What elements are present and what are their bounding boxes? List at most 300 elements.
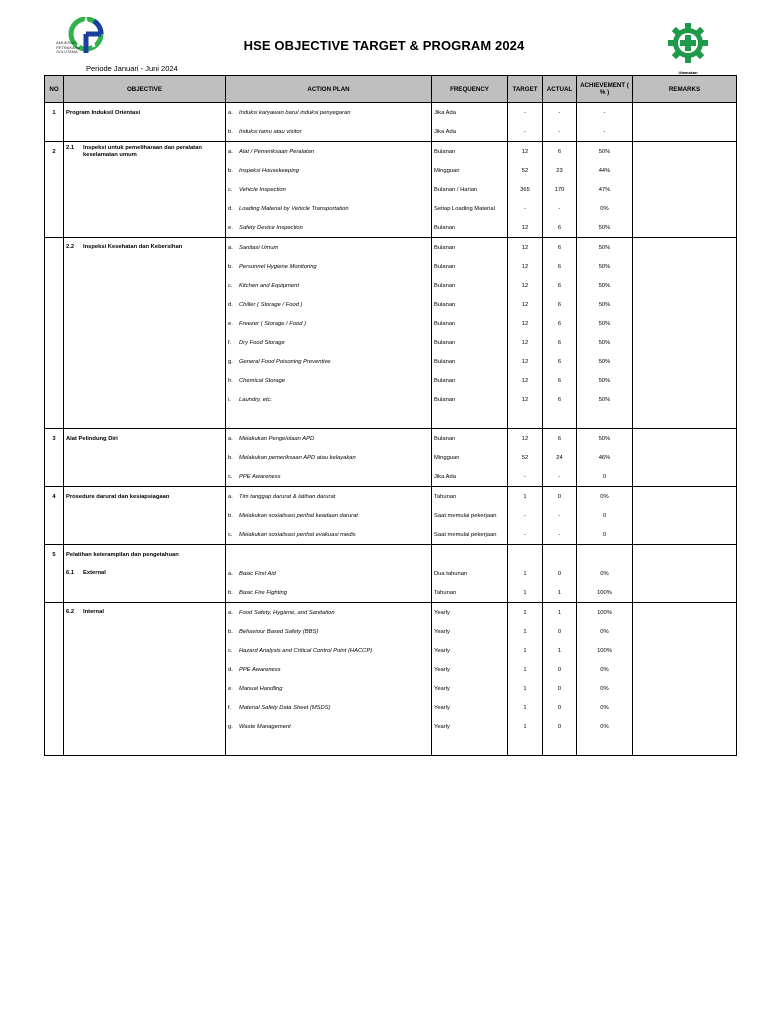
cell-actual: 0 xyxy=(543,564,577,583)
table-row xyxy=(45,218,737,238)
cell-objective xyxy=(64,545,226,565)
objective-text: Internal xyxy=(83,609,104,616)
objective-text: Program Induksi/ Orientasi xyxy=(66,109,141,116)
period-label: Periode Januari - Juni 2024 xyxy=(86,64,178,73)
cell-frequency: Bulanan xyxy=(432,333,508,352)
action-letter: e. xyxy=(228,320,233,327)
action-text: Safety Device Inspection xyxy=(239,224,303,231)
cell-frequency: Yearly xyxy=(432,717,508,736)
cell-objective xyxy=(64,276,226,295)
cell-target: 1 xyxy=(508,679,543,698)
cell-achievement: 100% xyxy=(577,641,633,660)
cell-achievement: 47% xyxy=(577,180,633,199)
cell-remarks xyxy=(633,352,737,371)
cell-achievement: 100% xyxy=(577,583,633,603)
cell-achievement: 0% xyxy=(577,622,633,641)
cell-target: 52 xyxy=(508,161,543,180)
table-row xyxy=(45,314,737,333)
cell-action-plan xyxy=(226,161,432,180)
cell-remarks xyxy=(633,487,737,507)
cell-target: 1 xyxy=(508,487,543,507)
cell-objective xyxy=(64,487,226,507)
table-row xyxy=(45,736,737,756)
table-row xyxy=(45,679,737,698)
logo-line-3: SOLUTAMA xyxy=(56,49,78,54)
table-row xyxy=(45,429,737,449)
cell-actual: 6 xyxy=(543,218,577,238)
cell-actual: 6 xyxy=(543,429,577,449)
cell-target xyxy=(508,409,543,429)
cell-no xyxy=(45,218,64,238)
cell-actual: 0 xyxy=(543,622,577,641)
cell-actual: 6 xyxy=(543,314,577,333)
cell-achievement: 0% xyxy=(577,564,633,583)
cell-action-plan xyxy=(226,122,432,142)
k3-gear-cross-icon xyxy=(667,22,709,64)
cell-no xyxy=(45,276,64,295)
cell-objective xyxy=(64,583,226,603)
action-text: Alat / Pemeriksaan Peralatan xyxy=(239,148,315,155)
cell-frequency: Yearly xyxy=(432,603,508,623)
cell-actual: 0 xyxy=(543,698,577,717)
table-row xyxy=(45,487,737,507)
cell-frequency: Yearly xyxy=(432,679,508,698)
cell-no xyxy=(45,333,64,352)
cell-no xyxy=(45,698,64,717)
action-letter: d. xyxy=(228,301,233,308)
cell-objective xyxy=(64,238,226,258)
action-text: Melakukan sosialisasi perihal keadaan darurat xyxy=(239,512,358,519)
cell-target: 12 xyxy=(508,314,543,333)
table-row xyxy=(45,122,737,142)
cell-objective xyxy=(64,333,226,352)
cell-achievement: 50% xyxy=(577,218,633,238)
cell-actual xyxy=(543,736,577,756)
table-row xyxy=(45,295,737,314)
action-letter: d. xyxy=(228,205,233,212)
hse-program-table xyxy=(44,75,737,756)
logo-line-1: AMUERAH xyxy=(56,40,77,45)
action-letter: b. xyxy=(228,512,233,519)
cell-frequency: Bulanan xyxy=(432,371,508,390)
cell-no xyxy=(45,622,64,641)
action-letter: a. xyxy=(228,148,233,155)
action-text: Tim tanggap darurat & latihan darurat xyxy=(239,493,336,500)
cell-no xyxy=(45,641,64,660)
action-letter: c. xyxy=(228,186,233,193)
cell-remarks xyxy=(633,314,737,333)
cell-target: 1 xyxy=(508,603,543,623)
cell-achievement: 50% xyxy=(577,238,633,258)
cell-action-plan xyxy=(226,717,432,736)
cell-frequency: Bulanan xyxy=(432,142,508,162)
column-header-target: TARGET xyxy=(508,76,543,103)
table-row xyxy=(45,525,737,545)
cell-action-plan xyxy=(226,467,432,487)
cell-remarks xyxy=(633,641,737,660)
k3-logo xyxy=(648,22,728,77)
cell-objective xyxy=(64,717,226,736)
cell-no xyxy=(45,448,64,467)
cell-target: 365 xyxy=(508,180,543,199)
cell-remarks xyxy=(633,525,737,545)
cell-remarks xyxy=(633,698,737,717)
action-letter: b. xyxy=(228,454,233,461)
cell-action-plan xyxy=(226,371,432,390)
cell-remarks xyxy=(633,448,737,467)
objective-text: Alat Pelindung Diri xyxy=(66,435,118,442)
action-letter: h. xyxy=(228,377,233,384)
cell-frequency: Tahunan xyxy=(432,583,508,603)
cell-actual: 1 xyxy=(543,583,577,603)
cell-action-plan xyxy=(226,314,432,333)
action-letter: c. xyxy=(228,473,233,480)
action-text: Sanitasi Umum xyxy=(239,244,279,251)
cell-actual: 170 xyxy=(543,180,577,199)
cell-achievement: 44% xyxy=(577,161,633,180)
cell-target: 1 xyxy=(508,698,543,717)
cell-achievement: 0% xyxy=(577,717,633,736)
cell-achievement: 0% xyxy=(577,679,633,698)
cell-remarks xyxy=(633,390,737,409)
cell-action-plan xyxy=(226,564,432,583)
cell-no xyxy=(45,506,64,525)
column-header-no: NO xyxy=(45,76,64,103)
document-title: HSE OBJECTIVE TARGET & PROGRAM 2024 xyxy=(243,38,525,53)
cell-action-plan xyxy=(226,603,432,623)
cell-action-plan xyxy=(226,409,432,429)
cell-achievement: 0% xyxy=(577,199,633,218)
table-row xyxy=(45,180,737,199)
cell-frequency xyxy=(432,409,508,429)
cell-no xyxy=(45,180,64,199)
cell-actual: 0 xyxy=(543,487,577,507)
cell-remarks xyxy=(633,218,737,238)
cell-achievement xyxy=(577,409,633,429)
action-letter: f. xyxy=(228,339,232,346)
cell-objective xyxy=(64,199,226,218)
cell-action-plan xyxy=(226,142,432,162)
cell-target xyxy=(508,545,543,565)
cell-achievement xyxy=(577,736,633,756)
objective-text: Prosedure darurat dan kesiapsiagaan xyxy=(66,493,170,500)
cell-action-plan xyxy=(226,333,432,352)
cell-remarks xyxy=(633,103,737,123)
action-text: Material Safety Data Sheet (MSDS) xyxy=(239,704,331,711)
cell-action-plan xyxy=(226,641,432,660)
action-text: Manual Handling xyxy=(239,685,283,692)
action-letter: c. xyxy=(228,282,233,289)
cell-target: 12 xyxy=(508,276,543,295)
cell-action-plan xyxy=(226,698,432,717)
cell-frequency: Setiap Loading Material xyxy=(432,199,508,218)
cell-frequency: Bulanan xyxy=(432,276,508,295)
cell-action-plan xyxy=(226,352,432,371)
cell-target: 12 xyxy=(508,333,543,352)
cell-remarks xyxy=(633,276,737,295)
cell-objective xyxy=(64,218,226,238)
cell-frequency: Tahunan xyxy=(432,487,508,507)
table-row xyxy=(45,276,737,295)
action-text: Waste Management xyxy=(239,723,291,730)
cell-target: 12 xyxy=(508,142,543,162)
table-row xyxy=(45,506,737,525)
cell-action-plan xyxy=(226,545,432,565)
sub-section-number: 2.1 xyxy=(66,145,75,151)
cell-no: 2 xyxy=(45,142,64,162)
cell-actual: 6 xyxy=(543,238,577,258)
cell-actual: - xyxy=(543,525,577,545)
cell-remarks xyxy=(633,660,737,679)
cell-actual: 6 xyxy=(543,371,577,390)
cell-achievement: 46% xyxy=(577,448,633,467)
table-row xyxy=(45,333,737,352)
cell-achievement: - xyxy=(577,103,633,123)
cell-frequency: Yearly xyxy=(432,641,508,660)
cell-objective xyxy=(64,314,226,333)
cell-actual: 6 xyxy=(543,142,577,162)
action-letter: g. xyxy=(228,358,233,365)
cell-frequency: Saat memulai pekerjaan xyxy=(432,506,508,525)
action-letter: b. xyxy=(228,589,233,596)
cell-actual: - xyxy=(543,199,577,218)
action-text: Vehicle Inspection xyxy=(239,186,286,193)
action-text: Chiller ( Storage / Food ) xyxy=(239,301,303,308)
cell-target: - xyxy=(508,506,543,525)
table-row xyxy=(45,103,737,123)
cell-no xyxy=(45,603,64,623)
cell-remarks xyxy=(633,199,737,218)
action-text: Behaviour Based Safety (BBS) xyxy=(239,628,319,635)
cell-objective xyxy=(64,622,226,641)
column-header-remarks: REMARKS xyxy=(633,76,737,103)
cell-actual: - xyxy=(543,467,577,487)
cell-objective xyxy=(64,295,226,314)
cell-achievement: 50% xyxy=(577,257,633,276)
cell-frequency xyxy=(432,545,508,565)
cell-remarks xyxy=(633,506,737,525)
cell-actual: 0 xyxy=(543,679,577,698)
cell-action-plan xyxy=(226,180,432,199)
table-row xyxy=(45,698,737,717)
cell-target: 12 xyxy=(508,295,543,314)
cell-frequency: Jika Ada xyxy=(432,122,508,142)
cell-no xyxy=(45,679,64,698)
cell-actual: 6 xyxy=(543,390,577,409)
table-row xyxy=(45,161,737,180)
cell-target: - xyxy=(508,103,543,123)
cell-target: 1 xyxy=(508,622,543,641)
cell-objective xyxy=(64,641,226,660)
cell-objective xyxy=(64,506,226,525)
cell-target: 1 xyxy=(508,583,543,603)
logo-slogan-title: Utamakan xyxy=(678,70,698,75)
cell-remarks xyxy=(633,583,737,603)
cell-no xyxy=(45,390,64,409)
action-text: Basic First Aid xyxy=(239,570,276,577)
cell-remarks xyxy=(633,371,737,390)
action-letter: a. xyxy=(228,609,233,616)
cell-action-plan xyxy=(226,525,432,545)
cell-no xyxy=(45,199,64,218)
column-header-action-plan: ACTION PLAN xyxy=(226,76,432,103)
cell-achievement: 50% xyxy=(577,333,633,352)
cell-actual: 6 xyxy=(543,352,577,371)
action-letter: a. xyxy=(228,570,233,577)
cell-objective xyxy=(64,180,226,199)
cell-action-plan xyxy=(226,218,432,238)
cell-remarks xyxy=(633,679,737,698)
cell-frequency xyxy=(432,736,508,756)
cell-no xyxy=(45,583,64,603)
action-text: Inspeksi Housekeeping xyxy=(239,167,299,174)
table-header-row xyxy=(45,76,737,103)
action-text: Personnel Hygiene Monitoring xyxy=(239,263,317,270)
table-row xyxy=(45,641,737,660)
cell-objective xyxy=(64,429,226,449)
cell-no: 1 xyxy=(45,103,64,123)
cell-target: 12 xyxy=(508,429,543,449)
cell-action-plan xyxy=(226,238,432,258)
cell-achievement: 50% xyxy=(577,314,633,333)
cell-no: 5 xyxy=(45,545,64,565)
cell-frequency: Bulanan xyxy=(432,257,508,276)
cell-remarks xyxy=(633,161,737,180)
cell-achievement: 0 xyxy=(577,506,633,525)
cell-frequency: Bulanan / Harian xyxy=(432,180,508,199)
table-row xyxy=(45,545,737,565)
cell-frequency: Yearly xyxy=(432,660,508,679)
cell-action-plan xyxy=(226,448,432,467)
action-letter: i. xyxy=(228,396,231,403)
table-row xyxy=(45,467,737,487)
action-text: Melakukan sosialisasi perihal evakuasi medis xyxy=(239,531,356,538)
cell-objective xyxy=(64,467,226,487)
cell-no xyxy=(45,525,64,545)
action-text: Basic Fire Fighting xyxy=(239,589,288,596)
cell-remarks xyxy=(633,122,737,142)
table-row xyxy=(45,622,737,641)
cell-no xyxy=(45,295,64,314)
cell-no xyxy=(45,352,64,371)
action-letter: e. xyxy=(228,685,233,692)
cell-achievement: 100% xyxy=(577,603,633,623)
column-header-achievement: ACHIEVEMENT ( % ) xyxy=(577,76,633,103)
cell-target: 52 xyxy=(508,448,543,467)
cell-no xyxy=(45,467,64,487)
cell-objective xyxy=(64,698,226,717)
action-letter: d. xyxy=(228,666,233,673)
cell-achievement: 0% xyxy=(577,487,633,507)
cell-frequency: Jika Ada xyxy=(432,103,508,123)
action-letter: c. xyxy=(228,531,233,538)
cell-achievement: 0% xyxy=(577,698,633,717)
cell-no xyxy=(45,409,64,429)
cell-frequency: Dua tahunan xyxy=(432,564,508,583)
cell-remarks xyxy=(633,142,737,162)
cell-objective xyxy=(64,564,226,583)
action-letter: b. xyxy=(228,628,233,635)
cell-target: 12 xyxy=(508,238,543,258)
cell-target: 12 xyxy=(508,257,543,276)
action-text: Induksi karyawan baru/ induksi penyegaran xyxy=(239,109,351,116)
action-letter: f. xyxy=(228,704,232,711)
action-letter: e. xyxy=(228,224,233,231)
cell-achievement: 50% xyxy=(577,371,633,390)
cell-actual: 0 xyxy=(543,660,577,679)
cell-remarks xyxy=(633,429,737,449)
cell-remarks xyxy=(633,238,737,258)
cell-target: - xyxy=(508,199,543,218)
cell-achievement xyxy=(577,545,633,565)
cell-action-plan xyxy=(226,736,432,756)
cell-frequency: Bulanan xyxy=(432,238,508,258)
cell-actual: 6 xyxy=(543,257,577,276)
objective-text: Inspeksi Kesehatan dan Kebersihan xyxy=(83,244,183,251)
cell-target xyxy=(508,736,543,756)
action-text: Melakukan pemeriksaan APD atau kelayakan xyxy=(239,454,356,461)
table-row xyxy=(45,352,737,371)
cell-achievement: 50% xyxy=(577,390,633,409)
cell-actual: - xyxy=(543,506,577,525)
cell-objective xyxy=(64,142,226,162)
cell-frequency: Jika Ada xyxy=(432,467,508,487)
action-text: Dry Food Storage xyxy=(239,339,285,346)
table-body xyxy=(45,103,737,756)
cell-target: - xyxy=(508,467,543,487)
cell-frequency: Bulanan xyxy=(432,218,508,238)
column-header-objective: OBJECTIVE xyxy=(64,76,226,103)
table-row xyxy=(45,717,737,736)
table-row xyxy=(45,660,737,679)
cell-achievement: 0% xyxy=(577,660,633,679)
cell-action-plan xyxy=(226,506,432,525)
action-text: Melakukan Pengelolaan APD xyxy=(239,435,315,442)
action-letter: g. xyxy=(228,723,233,730)
cell-no xyxy=(45,257,64,276)
action-text: Loading Material by Vehicle Transportation xyxy=(239,205,349,212)
cell-action-plan xyxy=(226,429,432,449)
action-letter: a. xyxy=(228,109,233,116)
table-row xyxy=(45,603,737,623)
cell-action-plan xyxy=(226,276,432,295)
cell-actual: 1 xyxy=(543,603,577,623)
cell-frequency: Bulanan xyxy=(432,429,508,449)
cell-remarks xyxy=(633,736,737,756)
cell-no xyxy=(45,161,64,180)
table-row xyxy=(45,390,737,409)
action-letter: c. xyxy=(228,647,233,654)
action-text: Induksi tamu atau visitor xyxy=(239,128,302,135)
action-text: Laundry, etc. xyxy=(239,396,273,403)
sub-section-number: 2.2 xyxy=(66,244,75,251)
cell-objective xyxy=(64,603,226,623)
cell-remarks xyxy=(633,603,737,623)
column-header-actual: ACTUAL xyxy=(543,76,577,103)
objective-text: Pelatihan keterampilan dan pengetahuan xyxy=(66,551,179,558)
cell-no xyxy=(45,314,64,333)
cell-actual: 6 xyxy=(543,333,577,352)
action-letter: b. xyxy=(228,167,233,174)
table-row xyxy=(45,448,737,467)
cell-achievement: 0 xyxy=(577,467,633,487)
cell-remarks xyxy=(633,564,737,583)
cell-action-plan xyxy=(226,487,432,507)
cell-target: 12 xyxy=(508,218,543,238)
cell-actual: 6 xyxy=(543,295,577,314)
cell-objective xyxy=(64,660,226,679)
table-row xyxy=(45,583,737,603)
